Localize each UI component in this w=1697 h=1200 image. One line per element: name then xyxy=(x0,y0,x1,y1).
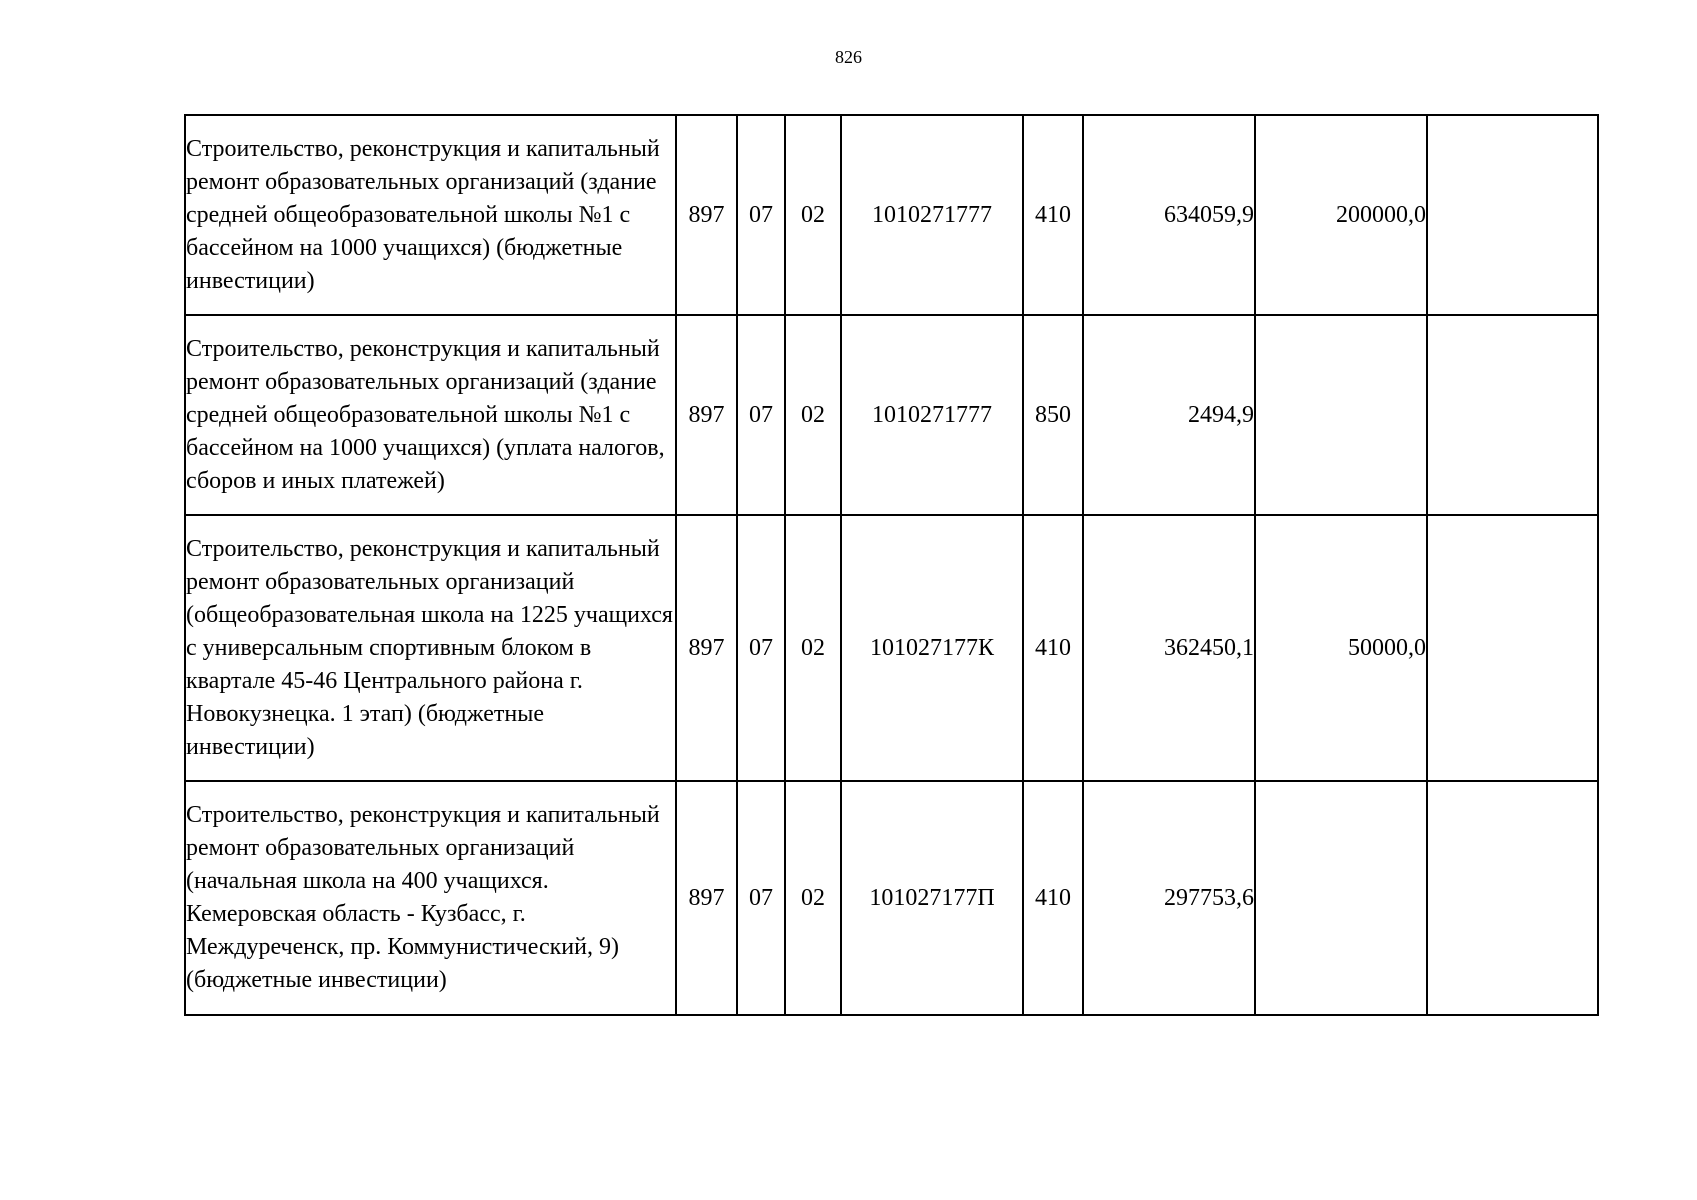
rz-cell: 07 xyxy=(737,781,785,1015)
sum3-cell xyxy=(1427,781,1598,1015)
sum3-cell xyxy=(1427,315,1598,515)
sum2-cell xyxy=(1255,781,1427,1015)
table-row xyxy=(185,315,1598,515)
csr-cell: 1010271777 xyxy=(841,115,1023,315)
pr-cell: 02 xyxy=(785,315,841,515)
row-name-cell: Строительство, реконструкция и капитальный ремонт образовательных организаций (общеобразовательная школа на 1225 учащихся с универсальным спортивным блоком в квартале 45-46 Центрального района г. Новокузнецка. 1 этап) (бюджетные инвестиции) xyxy=(185,515,676,781)
sum1-cell: 634059,9 xyxy=(1083,115,1255,315)
rz-cell: 07 xyxy=(737,515,785,781)
table-row xyxy=(185,781,1598,1015)
sum1-cell: 297753,6 xyxy=(1083,781,1255,1015)
sum1-cell: 2494,9 xyxy=(1083,315,1255,515)
vr-cell: 410 xyxy=(1023,115,1083,315)
sum2-cell xyxy=(1255,315,1427,515)
pr-cell: 02 xyxy=(785,781,841,1015)
csr-cell: 1010271777 xyxy=(841,315,1023,515)
ved-cell: 897 xyxy=(676,115,737,315)
row-name-cell: Строительство, реконструкция и капитальный ремонт образовательных организаций (начальная школа на 400 учащихся. Кемеровская область - Кузбасс, г. Междуреченск, пр. Коммунистический, 9) (бюджетные инвестиции) xyxy=(185,781,676,1015)
csr-cell: 101027177П xyxy=(841,781,1023,1015)
sum3-cell xyxy=(1427,115,1598,315)
sum1-cell: 362450,1 xyxy=(1083,515,1255,781)
row-name-cell: Строительство, реконструкция и капитальный ремонт образовательных организаций (здание средней общеобразовательной школы №1 с бассейном на 1000 учащихся) (уплата налогов, сборов и иных платежей) xyxy=(185,315,676,515)
vr-cell: 850 xyxy=(1023,315,1083,515)
sum2-cell: 50000,0 xyxy=(1255,515,1427,781)
sum2-cell: 200000,0 xyxy=(1255,115,1427,315)
budget-table xyxy=(184,114,1599,1016)
row-name-cell: Строительство, реконструкция и капитальный ремонт образовательных организаций (здание средней общеобразовательной школы №1 с бассейном на 1000 учащихся) (бюджетные инвестиции) xyxy=(185,115,676,315)
table-row xyxy=(185,515,1598,781)
csr-cell: 101027177К xyxy=(841,515,1023,781)
rz-cell: 07 xyxy=(737,315,785,515)
pr-cell: 02 xyxy=(785,115,841,315)
pr-cell: 02 xyxy=(785,515,841,781)
ved-cell: 897 xyxy=(676,515,737,781)
sum3-cell xyxy=(1427,515,1598,781)
ved-cell: 897 xyxy=(676,781,737,1015)
page-number: 826 xyxy=(835,47,862,67)
vr-cell: 410 xyxy=(1023,515,1083,781)
table-row xyxy=(185,115,1598,315)
ved-cell: 897 xyxy=(676,315,737,515)
rz-cell: 07 xyxy=(737,115,785,315)
vr-cell: 410 xyxy=(1023,781,1083,1015)
